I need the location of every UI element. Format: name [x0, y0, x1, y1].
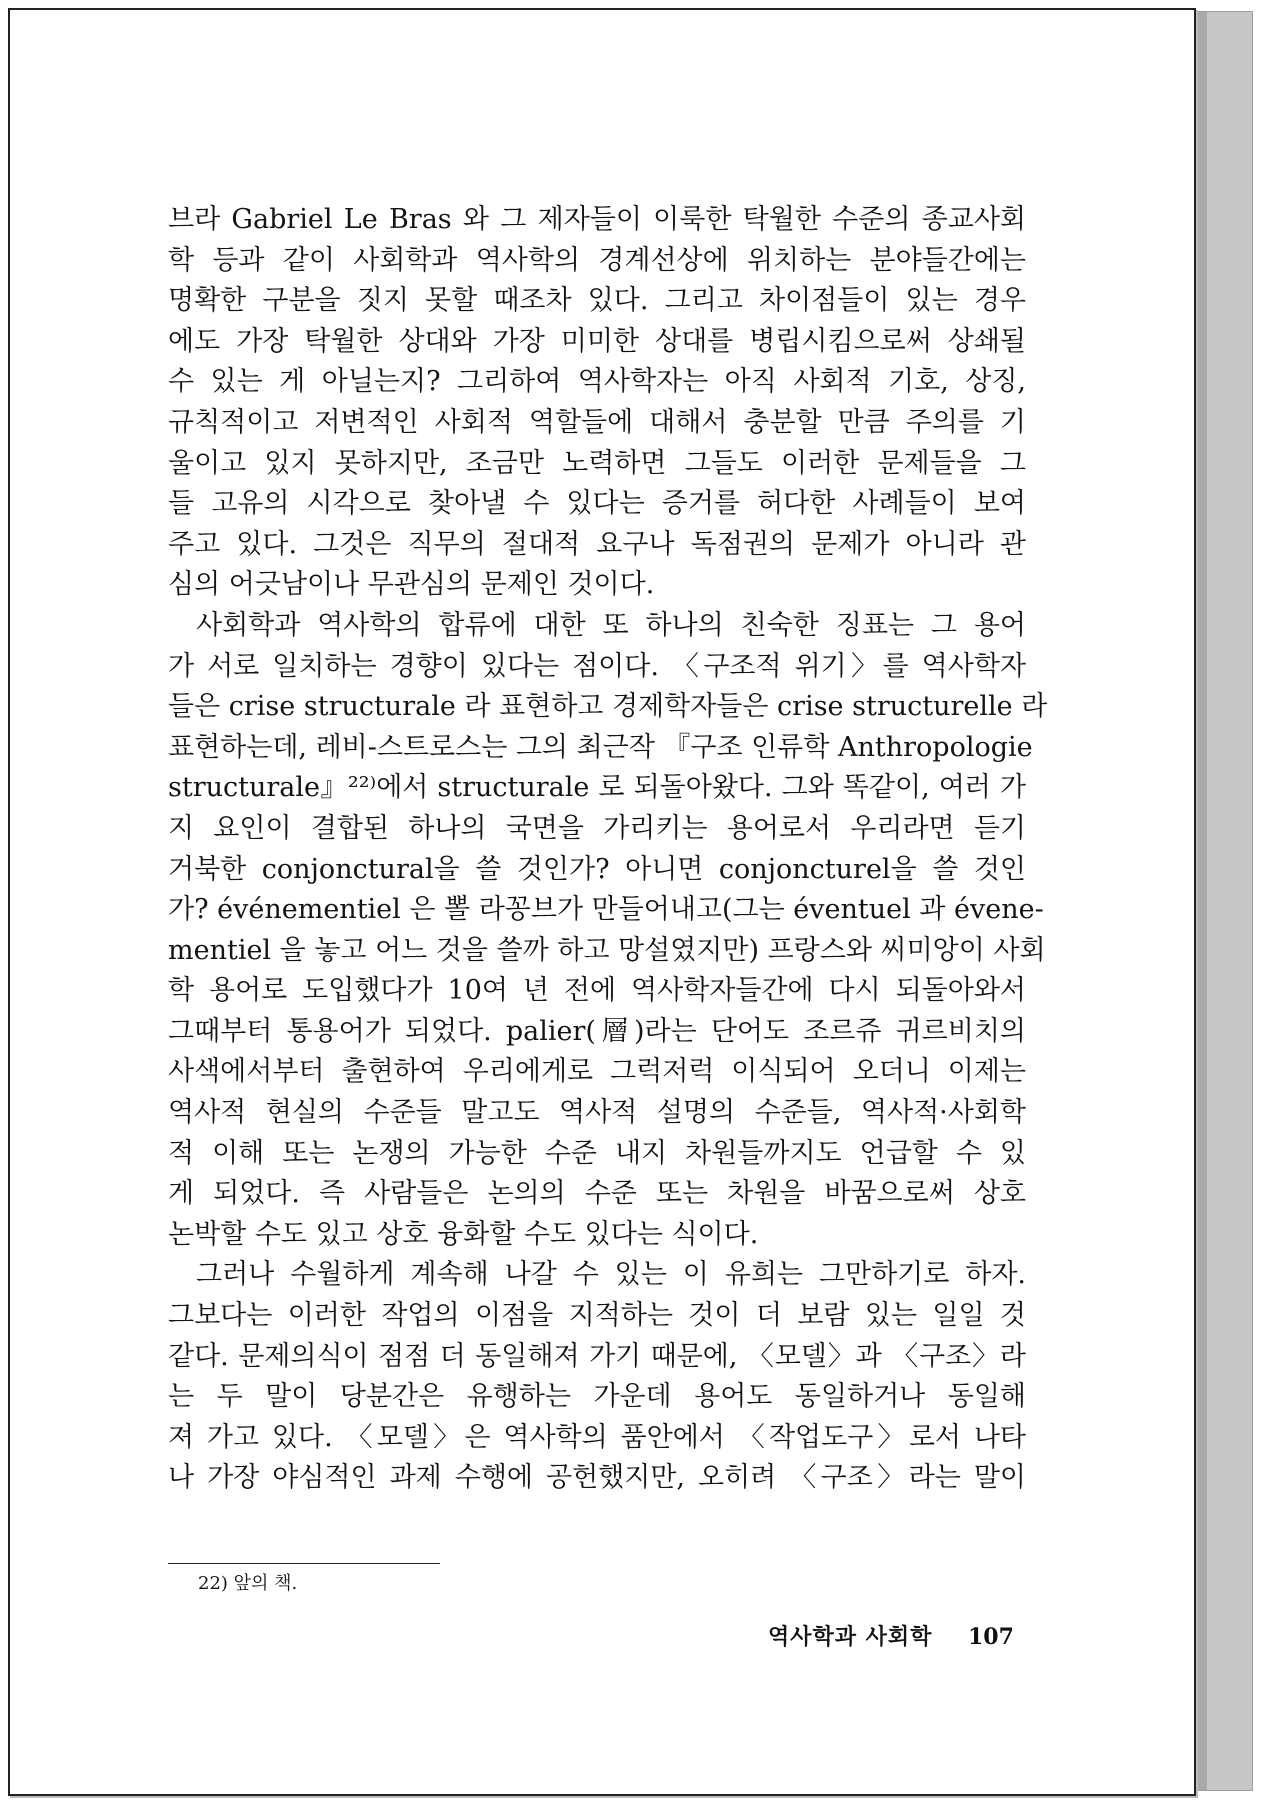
text-line: mentiel 을 놓고 어느 것을 쓸까 하고 망설였지만) 프랑스와 씨미앙이 사회 [168, 934, 1046, 966]
text-line: 에도 가장 탁월한 상대와 가장 미미한 상대를 병립시킴으로써 상쇄될 [168, 325, 1026, 357]
book-edge-shadow [1197, 12, 1207, 1790]
text-line: 역사적 현실의 수준들 말고도 역사적 설명의 수준들, 역사적·사회학 [168, 1097, 1026, 1129]
text-line: 명확한 구분을 짓지 못할 때조차 있다. 그리고 차이점들이 있는 경우 [168, 285, 1026, 317]
footnote-divider [168, 1563, 440, 1564]
text-line: 가 서로 일치하는 경향이 있다는 점이다. 〈구조적 위기〉를 역사학자 [168, 650, 1026, 682]
text-line: 수 있는 게 아닐는지? 그리하여 역사학자는 아직 사회적 기호, 상징, [168, 366, 1026, 398]
text-line: 울이고 있지 못하지만, 조금만 노력하면 그들도 이러한 문제들을 그 [168, 447, 1026, 479]
text-line: 브라 Gabriel Le Bras 와 그 제자들이 이룩한 탁월한 수준의 종교사회 [168, 204, 1026, 235]
running-title: 역사학과 사회학 [768, 1624, 933, 1650]
text-line: 나 가장 야심적인 과제 수행에 공헌했지만, 오히려 〈구조〉라는 말이 [168, 1462, 1026, 1494]
paragraph-start-line: 그러나 수월하게 계속해 나갈 수 있는 이 유희는 그만하기로 하자. [196, 1259, 1026, 1291]
text-line: 그때부터 통용어가 되었다. palier(層)라는 단어도 조르쥬 귀르비치의 [168, 1015, 1026, 1047]
text-line: 사색에서부터 출현하여 우리에게로 그럭저럭 이식되어 오더니 이제는 [168, 1056, 1026, 1088]
text-line: 지 요인이 결합된 하나의 국면을 가리키는 용어로서 우리라면 듣기 [168, 812, 1026, 844]
text-line: 같다. 문제의식이 점점 더 동일해져 가기 때문에, 〈모델〉과 〈구조〉라 [168, 1340, 1026, 1372]
text-line: 게 되었다. 즉 사람들은 논의의 수준 또는 차원을 바꿈으로써 상호 [168, 1178, 1026, 1210]
text-line: 학 등과 같이 사회학과 역사학의 경계선상에 위치하는 분야들간에는 [168, 244, 1026, 276]
paragraph-start-line: 사회학과 역사학의 합류에 대한 또 하나의 친숙한 징표는 그 용어 [196, 609, 1026, 641]
text-line: structurale』²²⁾에서 structurale 로 되돌아왔다. 그와 똑같이, 여러 가 [168, 772, 1026, 804]
text-line: 심의 어긋남이나 무관심의 문제인 것이다. [168, 569, 655, 601]
footnote: 22) 앞의 책. [198, 1573, 298, 1594]
text-line: 는 두 말이 당분간은 유행하는 가운데 용어도 동일하거나 동일해 [168, 1381, 1026, 1413]
body-text [168, 200, 1048, 1499]
text-line: 가? événementiel 은 뽈 라꽁브가 만들어내고(그는 éventuel 과 évene- [168, 894, 1044, 926]
text-line: 표현하는데, 레비-스트로스는 그의 최근작 『구조 인류학 Anthropologie [168, 731, 1033, 763]
text-line: 학 용어로 도입했다가 10여 년 전에 역사학자들간에 다시 되돌아와서 [168, 975, 1026, 1007]
text-line: 적 이해 또는 논쟁의 가능한 수준 내지 차원들까지도 언급할 수 있 [168, 1137, 1026, 1169]
text-line: 주고 있다. 그것은 직무의 절대적 요구나 독점권의 문제가 아니라 관 [168, 528, 1026, 560]
text-line: 들은 crise structurale 라 표현하고 경제학자들은 crise structurelle 라 [168, 691, 1048, 723]
text-line: 규칙적이고 저변적인 사회적 역할들에 대해서 충분할 만큼 주의를 기 [168, 406, 1026, 438]
text-line: 거북한 conjonctural을 쓸 것인가? 아니면 conjoncturel을 쓸 것인 [168, 853, 1026, 885]
page-number: 107 [968, 1624, 1014, 1650]
text-line: 들 고유의 시각으로 찾아낼 수 있다는 증거를 허다한 사례들이 보여 [168, 488, 1026, 520]
text-line: 논박할 수도 있고 상호 융화할 수도 있다는 식이다. [168, 1218, 759, 1250]
text-line: 져 가고 있다. 〈모델〉은 역사학의 품안에서 〈작업도구〉로서 나타 [168, 1421, 1026, 1453]
text-line: 그보다는 이러한 작업의 이점을 지적하는 것이 더 보람 있는 일일 것 [168, 1300, 1026, 1332]
